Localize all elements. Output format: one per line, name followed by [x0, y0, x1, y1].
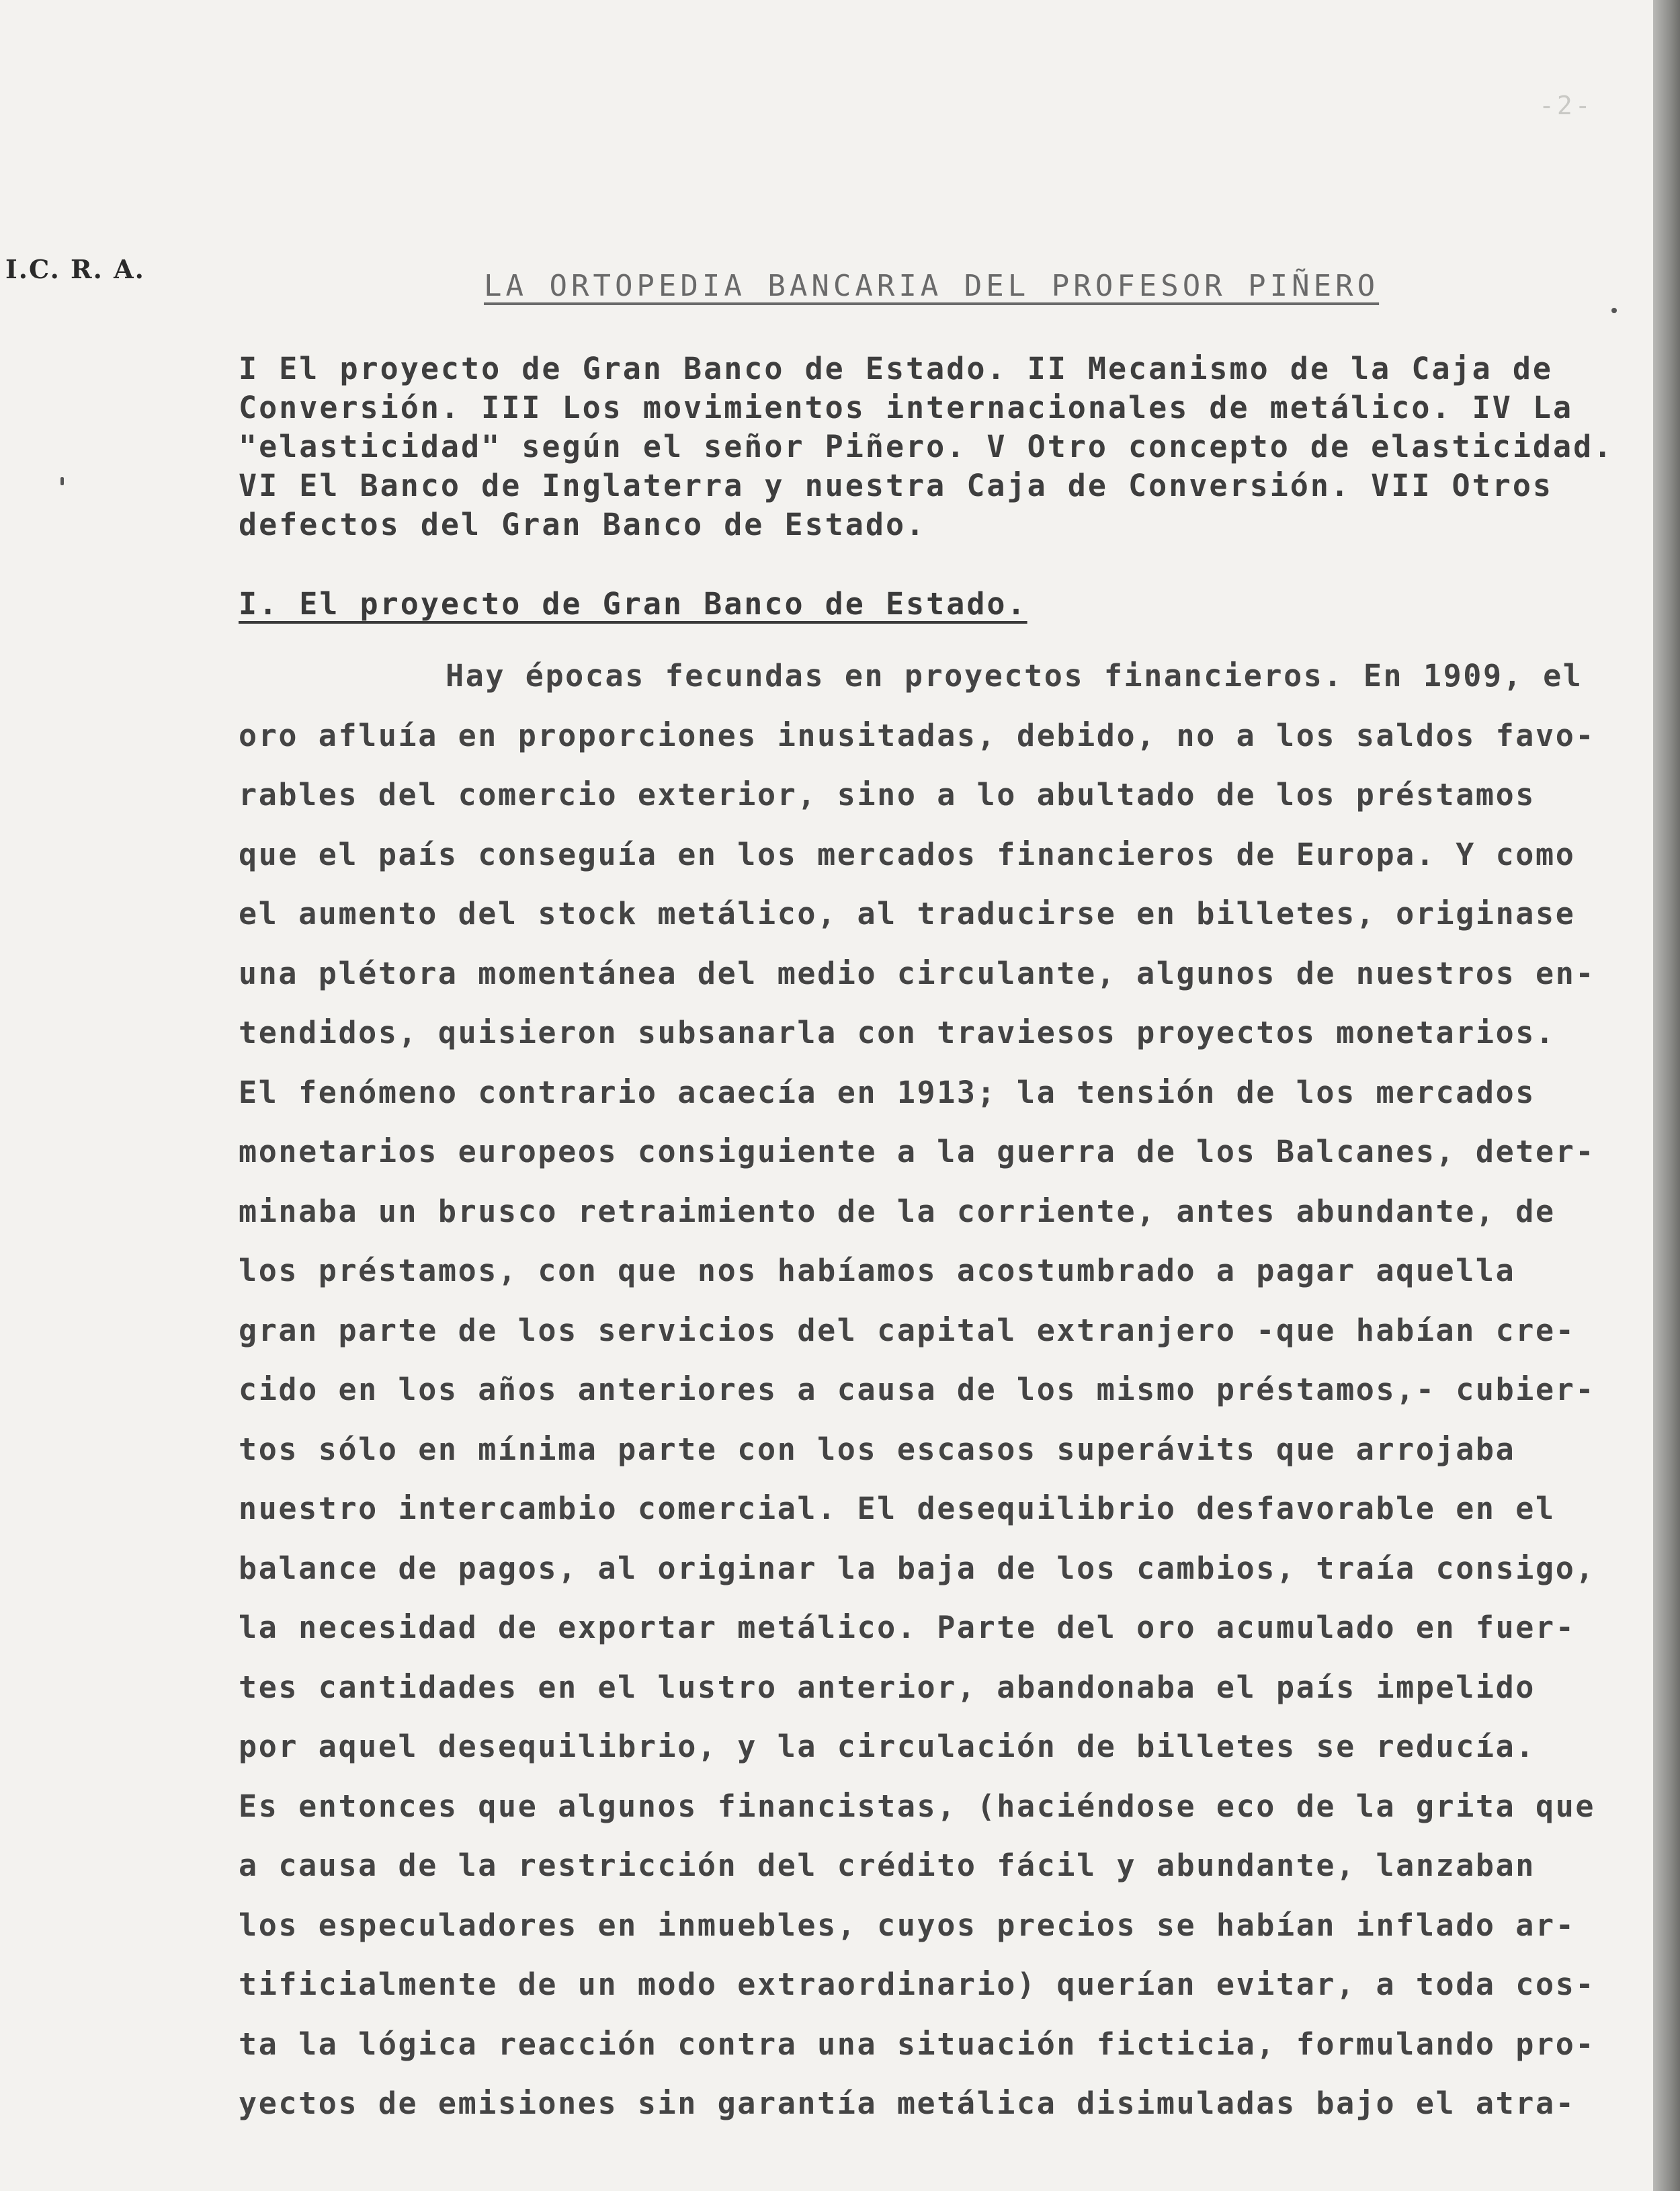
page-number: -2-: [1539, 91, 1593, 120]
body-line: a causa de la restricción del crédito fácil y abundante, lanzaban: [239, 1848, 1536, 1883]
org-stamp: I.C. R. A.: [5, 254, 145, 284]
body-line: nuestro intercambio comercial. El desequilibrio desfavorable en el: [239, 1491, 1556, 1526]
summary-line: I El proyecto de Gran Banco de Estado. II Mecanismo de la Caja de: [239, 351, 1553, 386]
body-line: cido en los años anteriores a causa de los mismo préstamos,- cubier-: [239, 1372, 1596, 1407]
body-line: tificialmente de un modo extraordinario) querían evitar, a toda cos-: [239, 1967, 1596, 2002]
body-line: el aumento del stock metálico, al traducirse en billetes, originase: [239, 896, 1576, 932]
body-line: El fenómeno contrario acaecía en 1913; la tensión de los mercados: [239, 1074, 1536, 1110]
body-line: Es entonces que algunos financistas, (haciéndose eco de la grita que: [239, 1788, 1596, 1824]
body-line: los especuladores en inmuebles, cuyos precios se habían inflado ar-: [239, 1907, 1576, 1943]
body-line: oro afluía en proporciones inusitadas, debido, no a los saldos favo-: [239, 717, 1596, 753]
body-text: [239, 647, 1636, 2134]
body-line: balance de pagos, al originar la baja de los cambios, traía consigo,: [239, 1550, 1596, 1586]
summary-line: "elasticidad" según el señor Piñero. V Otro concepto de elasticidad.: [239, 429, 1614, 464]
body-line: ta la lógica reacción contra una situación ficticia, formulando pro-: [239, 2026, 1596, 2062]
body-line: por aquel desequilibrio, y la circulación de billetes se reducía.: [239, 1729, 1536, 1764]
ink-speck: [1611, 308, 1617, 313]
summary-line: VI El Banco de Inglaterra y nuestra Caja de Conversión. VII Otros: [239, 468, 1553, 503]
body-line: gran parte de los servicios del capital extranjero -que habían cre-: [239, 1312, 1576, 1348]
summary-line: defectos del Gran Banco de Estado.: [239, 507, 927, 542]
ink-speck: [60, 477, 64, 485]
body-line: monetarios europeos consiguiente a la guerra de los Balcanes, deter-: [239, 1134, 1596, 1169]
body-line: rables del comercio exterior, sino a lo abultado de los préstamos: [239, 777, 1536, 813]
page-edge-shadow: [1653, 0, 1680, 2191]
body-line: una plétora momentánea del medio circulante, algunos de nuestros en-: [239, 955, 1596, 991]
body-line: tos sólo en mínima parte con los escasos superávits que arrojaba: [239, 1431, 1516, 1467]
body-line: yectos de emisiones sin garantía metálica disimuladas bajo el atra-: [239, 2085, 1576, 2121]
body-line: minaba un brusco retraimiento de la corriente, antes abundante, de: [239, 1193, 1556, 1229]
document-title: LA ORTOPEDIA BANCARIA DEL PROFESOR PIÑERO: [484, 269, 1380, 303]
body-line: tes cantidades en el lustro anterior, abandonaba el país impelido: [239, 1669, 1536, 1705]
body-line: la necesidad de exportar metálico. Parte del oro acumulado en fuer-: [239, 1610, 1576, 1645]
body-line: Hay épocas fecundas en proyectos financieros. En 1909, el: [446, 658, 1583, 694]
section-heading: I. El proyecto de Gran Banco de Estado.: [239, 586, 1027, 622]
summary-line: Conversión. III Los movimientos internacionales de metálico. IV La: [239, 390, 1574, 425]
body-line: tendidos, quisieron subsanarla con traviesos proyectos monetarios.: [239, 1015, 1556, 1050]
body-line: los préstamos, con que nos habíamos acostumbrado a pagar aquella: [239, 1253, 1516, 1288]
summary-block: [239, 349, 1636, 544]
body-line: que el país conseguía en los mercados financieros de Europa. Y como: [239, 836, 1576, 872]
